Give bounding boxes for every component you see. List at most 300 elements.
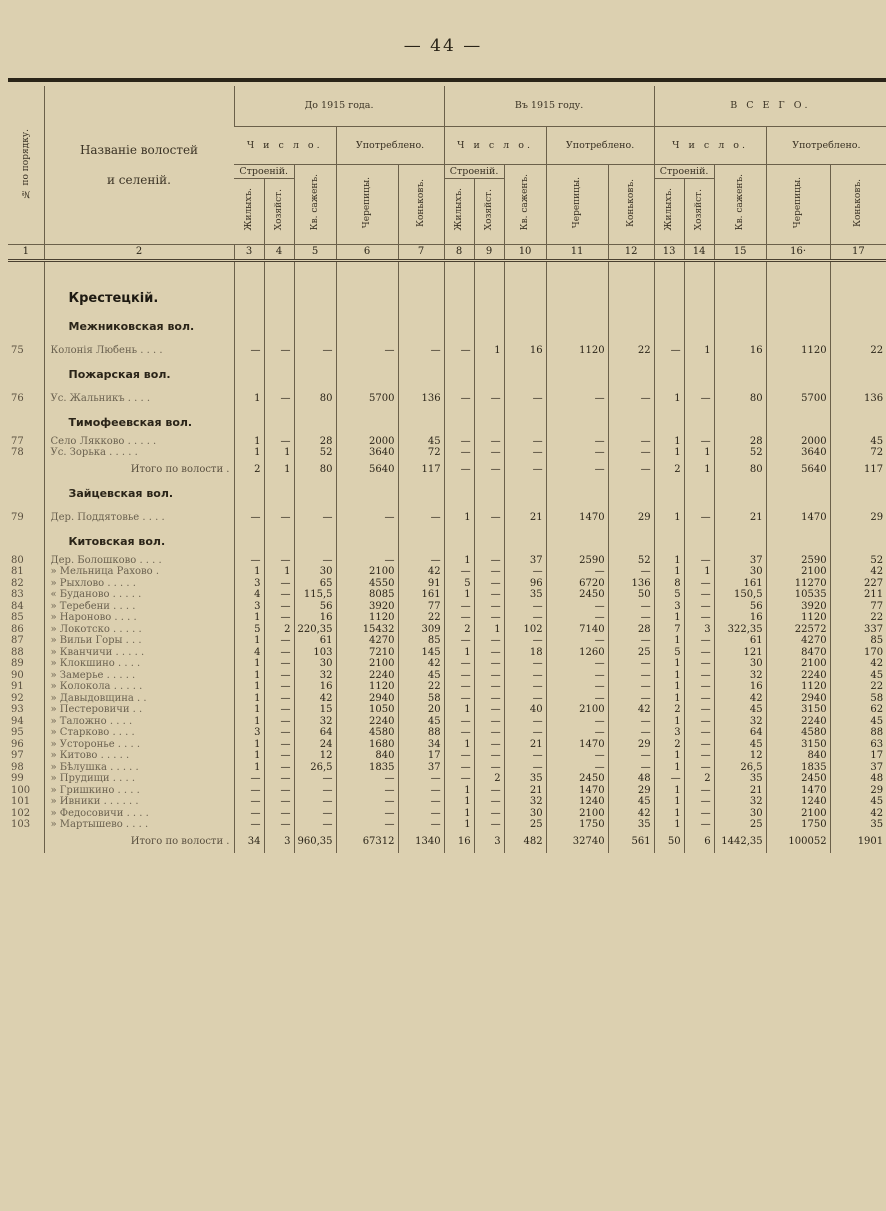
row-index: 97 [11, 750, 24, 761]
row-index [8, 831, 44, 853]
table-row [8, 340, 886, 362]
cell-value: — [264, 750, 294, 762]
header-total: В С Е Г О. [654, 86, 886, 126]
cell-value: 30 [714, 808, 766, 820]
cell-value: — [608, 693, 654, 705]
cell-value: 3640 [336, 447, 398, 459]
cell-value: 100052 [766, 831, 830, 853]
cell-value: 21 [504, 507, 546, 529]
cell-value: 2 [684, 773, 714, 785]
header-sqs-total: Кв. саженъ. [714, 164, 766, 244]
cell-value: 34 [398, 739, 444, 751]
cell-value: — [684, 796, 714, 808]
cell-value: — [608, 459, 654, 481]
table-row [8, 436, 886, 448]
cell-value: — [294, 507, 336, 529]
cell-value: 102 [504, 624, 546, 636]
header-ridges-total: Коньковъ. [830, 164, 886, 244]
cell-value: 42 [398, 658, 444, 670]
table-row [8, 589, 886, 601]
cell-value: 4270 [336, 635, 398, 647]
cell-value: 4 [234, 647, 264, 659]
cell-value: 61 [294, 635, 336, 647]
cell-value: 136 [398, 388, 444, 410]
cell-value: 5 [654, 589, 684, 601]
header-count-before: Ч и с л о. [234, 126, 336, 164]
table-row [8, 601, 886, 613]
cell-value: 88 [398, 727, 444, 739]
settlement-name: » Китово . . . . . [44, 750, 234, 762]
header-farm-total: Хозяйст. [684, 178, 714, 244]
row-index: 87 [11, 635, 24, 646]
cell-value: 16 [714, 681, 766, 693]
row-index: 82 [11, 577, 24, 589]
cell-value: — [444, 773, 474, 785]
row-index: 102 [11, 807, 31, 819]
cell-value: — [336, 340, 398, 362]
cell-value: 1 [654, 670, 684, 682]
settlement-name: » Рыхлово . . . . . [44, 578, 234, 590]
cell-value: 11270 [766, 578, 830, 590]
header-name: Названіе волостей и селеній. [44, 86, 234, 244]
cell-value: 1470 [766, 785, 830, 797]
cell-value: 37 [714, 555, 766, 567]
cell-value: — [474, 601, 504, 613]
cell-value: 6720 [546, 578, 608, 590]
cell-value: 7140 [546, 624, 608, 636]
cell-value: 2450 [546, 773, 608, 785]
cell-value: 7210 [336, 647, 398, 659]
cell-value: — [474, 447, 504, 459]
cell-value: 5700 [766, 388, 830, 410]
cell-value: 2100 [546, 704, 608, 716]
cell-value: 1 [654, 716, 684, 728]
cell-value: 1442,35 [714, 831, 766, 853]
cell-value: — [546, 459, 608, 481]
cell-value: 5640 [766, 459, 830, 481]
cell-value: 2 [654, 704, 684, 716]
header-buildings-in: Строеній. [444, 164, 504, 178]
cell-value: 64 [714, 727, 766, 739]
cell-value: 4580 [766, 727, 830, 739]
cell-value: 1 [654, 658, 684, 670]
header-ridges-in: Коньковъ. [608, 164, 654, 244]
cell-value: 840 [336, 750, 398, 762]
settlement-name: » Вильи Горы . . . [44, 635, 234, 647]
region-title: Крестецкій. [44, 284, 234, 314]
cell-value: 16 [504, 340, 546, 362]
cell-value: 121 [714, 647, 766, 659]
cell-value: 2100 [336, 566, 398, 578]
settlement-name: Колонія Любень . . . . [44, 340, 234, 362]
cell-value: — [546, 762, 608, 774]
cell-value: 80 [294, 459, 336, 481]
cell-value: — [474, 459, 504, 481]
cell-value: — [444, 658, 474, 670]
cell-value: 3 [234, 601, 264, 613]
cell-value: 26,5 [714, 762, 766, 774]
cell-value: 22 [830, 340, 886, 362]
cell-value: — [398, 819, 444, 831]
cell-value: — [474, 739, 504, 751]
table-row [8, 507, 886, 529]
column-number: 1 [8, 244, 44, 260]
cell-value: 3 [264, 831, 294, 853]
cell-value: — [294, 796, 336, 808]
cell-value: — [608, 716, 654, 728]
cell-value: — [474, 704, 504, 716]
cell-value: — [608, 681, 654, 693]
cell-value: — [608, 670, 654, 682]
cell-value: 1 [234, 447, 264, 459]
cell-value: 1240 [766, 796, 830, 808]
settlement-name: » Устоpонье . . . . [44, 739, 234, 751]
cell-value: 1 [234, 612, 264, 624]
cell-value: — [546, 681, 608, 693]
cell-value: — [474, 819, 504, 831]
table-row [8, 447, 886, 459]
cell-value: 1120 [766, 340, 830, 362]
cell-value: 1470 [766, 507, 830, 529]
cell-value: 35 [714, 773, 766, 785]
cell-value: 8 [654, 578, 684, 590]
cell-value: 21 [714, 785, 766, 797]
cell-value: — [264, 785, 294, 797]
row-index: 81 [11, 566, 24, 577]
cell-value: — [264, 762, 294, 774]
cell-value: 1 [234, 388, 264, 410]
cell-value: 85 [398, 635, 444, 647]
cell-value: 12 [714, 750, 766, 762]
cell-value: 5640 [336, 459, 398, 481]
cell-value: — [444, 693, 474, 705]
cell-value: 1 [234, 693, 264, 705]
row-index: 91 [11, 681, 24, 692]
cell-value: 2 [444, 624, 474, 636]
cell-value: 960,35 [294, 831, 336, 853]
cell-value: — [684, 819, 714, 831]
cell-value: — [684, 808, 714, 820]
cell-value: 1120 [336, 612, 398, 624]
cell-value: 16 [444, 831, 474, 853]
cell-value: 1 [234, 739, 264, 751]
table-row [8, 681, 886, 693]
cell-value: — [398, 785, 444, 797]
cell-value: — [474, 716, 504, 728]
cell-value: 25 [714, 819, 766, 831]
cell-value: 1 [234, 670, 264, 682]
cell-value: 1 [654, 612, 684, 624]
cell-value: — [504, 601, 546, 613]
cell-value: 1120 [336, 681, 398, 693]
volost-header-row [8, 410, 886, 436]
cell-value: — [504, 716, 546, 728]
cell-value: — [474, 436, 504, 448]
cell-value: 32 [294, 716, 336, 728]
header-res-before: Жилыхъ. [234, 178, 264, 244]
column-number: 16· [766, 244, 830, 260]
cell-value: 52 [714, 447, 766, 459]
cell-value: 1 [684, 566, 714, 578]
cell-value: — [264, 340, 294, 362]
cell-value: 6 [684, 831, 714, 853]
header-farm-before: Хозяйст. [264, 178, 294, 244]
cell-value: — [474, 589, 504, 601]
cell-value: 1 [654, 693, 684, 705]
row-index: 76 [11, 393, 24, 404]
cell-value: 65 [294, 578, 336, 590]
cell-value: — [234, 819, 264, 831]
cell-value: 30 [714, 658, 766, 670]
cell-value: 115,5 [294, 589, 336, 601]
cell-value: 2450 [766, 773, 830, 785]
cell-value: — [474, 796, 504, 808]
cell-value: 50 [608, 589, 654, 601]
cell-value: — [474, 727, 504, 739]
cell-value: 2 [234, 459, 264, 481]
cell-value: — [504, 612, 546, 624]
header-farm-in: Хозяйст. [474, 178, 504, 244]
settlement-name: » Кванчичи . . . . . [44, 647, 234, 659]
cell-value: 52 [608, 555, 654, 567]
cell-value: 45 [830, 796, 886, 808]
cell-value: — [608, 750, 654, 762]
cell-value: 12 [294, 750, 336, 762]
cell-value: 1 [474, 340, 504, 362]
cell-value: 5 [444, 578, 474, 590]
cell-value: 20 [398, 704, 444, 716]
cell-value: 1680 [336, 739, 398, 751]
cell-value: 1 [654, 566, 684, 578]
column-number: 3 [234, 244, 264, 260]
table-row [8, 555, 886, 567]
cell-value: — [294, 773, 336, 785]
cell-value: 29 [608, 785, 654, 797]
table-row [8, 750, 886, 762]
header-res-in: Жилыхъ. [444, 178, 474, 244]
cell-value: — [546, 658, 608, 670]
cell-value: 80 [714, 459, 766, 481]
cell-value: — [474, 785, 504, 797]
cell-value: 4 [234, 589, 264, 601]
column-number: 6 [336, 244, 398, 260]
row-index: 95 [11, 727, 24, 738]
cell-value: — [474, 808, 504, 820]
settlement-name: » Мартышево . . . . [44, 819, 234, 831]
cell-value: 1 [444, 704, 474, 716]
cell-value: 170 [830, 647, 886, 659]
cell-value: 4270 [766, 635, 830, 647]
cell-value: — [608, 601, 654, 613]
settlement-name: » Локотско . . . . . [44, 624, 234, 636]
cell-value: 1 [444, 819, 474, 831]
cell-value: — [546, 388, 608, 410]
row-index: 84 [11, 600, 24, 612]
cell-value: — [264, 507, 294, 529]
header-buildings-before: Строеній. [234, 164, 294, 178]
cell-value: 2000 [766, 436, 830, 448]
cell-value: 40 [504, 704, 546, 716]
cell-value: 42 [714, 693, 766, 705]
cell-value: 26,5 [294, 762, 336, 774]
cell-value: 1120 [766, 681, 830, 693]
cell-value: — [684, 635, 714, 647]
statistics-table [8, 86, 886, 853]
cell-value: 1 [654, 762, 684, 774]
cell-value: 91 [398, 578, 444, 590]
cell-value: 21 [504, 785, 546, 797]
cell-value: 1835 [336, 762, 398, 774]
cell-value: 45 [830, 716, 886, 728]
cell-value: — [684, 670, 714, 682]
cell-value: 1 [234, 704, 264, 716]
cell-value: 5 [234, 624, 264, 636]
column-number: 17 [830, 244, 886, 260]
cell-value: — [264, 693, 294, 705]
cell-value: — [608, 612, 654, 624]
cell-value: 3150 [766, 704, 830, 716]
header-used-before: Употреблено. [336, 126, 444, 164]
cell-value: 48 [830, 773, 886, 785]
table-row [8, 704, 886, 716]
cell-value: 2100 [546, 808, 608, 820]
cell-value: — [264, 716, 294, 728]
cell-value: — [336, 796, 398, 808]
cell-value: — [608, 727, 654, 739]
cell-value: 840 [766, 750, 830, 762]
header-index: № по порядку. [8, 86, 44, 244]
cell-value: 28 [714, 436, 766, 448]
cell-value: — [474, 507, 504, 529]
cell-value: 2940 [766, 693, 830, 705]
cell-value: — [294, 555, 336, 567]
settlement-name: Дер. Болошково . . . . [44, 555, 234, 567]
cell-value: — [546, 612, 608, 624]
row-index: 99 [11, 773, 24, 784]
cell-value: — [474, 566, 504, 578]
cell-value: 1 [234, 658, 264, 670]
cell-value: 2450 [546, 589, 608, 601]
cell-value: 2000 [336, 436, 398, 448]
cell-value: — [398, 340, 444, 362]
cell-value: 2240 [766, 670, 830, 682]
settlement-name: » Бѣлушка . . . . . [44, 762, 234, 774]
settlement-name: Дер. Поддятовье . . . . [44, 507, 234, 529]
cell-value: — [234, 796, 264, 808]
row-index: 86 [11, 623, 24, 635]
cell-value: — [684, 612, 714, 624]
cell-value: — [444, 447, 474, 459]
cell-value: 25 [608, 647, 654, 659]
cell-value: 2240 [766, 716, 830, 728]
cell-value: — [474, 681, 504, 693]
settlement-name: » Гришкино . . . . [44, 785, 234, 797]
cell-value: 3640 [766, 447, 830, 459]
total-label: Итого по волости . [44, 831, 234, 853]
volost-name: Зайцевская вол. [44, 481, 234, 507]
cell-value: 3 [654, 601, 684, 613]
cell-value: 1 [444, 785, 474, 797]
column-number: 5 [294, 244, 336, 260]
cell-value: 52 [294, 447, 336, 459]
row-index: 75 [11, 345, 24, 356]
cell-value: — [608, 762, 654, 774]
cell-value: — [608, 388, 654, 410]
cell-value: 17 [398, 750, 444, 762]
column-number: 8 [444, 244, 474, 260]
settlement-name: » Клокшино . . . . [44, 658, 234, 670]
cell-value: 96 [504, 578, 546, 590]
cell-value: — [336, 507, 398, 529]
cell-value: — [654, 340, 684, 362]
cell-value: — [444, 436, 474, 448]
cell-value: 1120 [766, 612, 830, 624]
cell-value: — [504, 727, 546, 739]
cell-value: 28 [608, 624, 654, 636]
cell-value: 1 [444, 647, 474, 659]
cell-value: 1 [684, 447, 714, 459]
row-index: 83 [11, 589, 24, 600]
cell-value: 25 [504, 819, 546, 831]
cell-value: — [264, 658, 294, 670]
cell-value: — [444, 635, 474, 647]
volost-name: Межниковская вол. [44, 314, 234, 340]
cell-value: 1 [654, 388, 684, 410]
cell-value: — [398, 507, 444, 529]
cell-value: 1 [654, 819, 684, 831]
cell-value: — [504, 447, 546, 459]
cell-value: 1 [444, 555, 474, 567]
row-index: 96 [11, 738, 24, 750]
cell-value: 1 [654, 681, 684, 693]
cell-value: 85 [830, 635, 886, 647]
cell-value: — [504, 750, 546, 762]
volost-name: Пожарская вол. [44, 362, 234, 388]
cell-value: 77 [830, 601, 886, 613]
cell-value: 1 [654, 507, 684, 529]
table-row [8, 658, 886, 670]
header-before-1915: До 1915 года. [234, 86, 444, 126]
volost-name: Китовская вол. [44, 529, 234, 555]
settlement-name: « Буданово . . . . . [44, 589, 234, 601]
cell-value: — [294, 819, 336, 831]
cell-value: — [684, 785, 714, 797]
cell-value: 16 [714, 340, 766, 362]
cell-value: 1120 [546, 340, 608, 362]
top-rule [8, 78, 886, 82]
row-index: 80 [11, 554, 24, 566]
cell-value: 211 [830, 589, 886, 601]
cell-value: — [398, 796, 444, 808]
cell-value: — [608, 658, 654, 670]
cell-value: 337 [830, 624, 886, 636]
row-index: 85 [11, 612, 24, 623]
cell-value: 22 [398, 681, 444, 693]
cell-value: — [504, 635, 546, 647]
cell-value: 322,35 [714, 624, 766, 636]
cell-value: 42 [608, 808, 654, 820]
total-label: Итого по волости . [44, 459, 234, 481]
volost-header-row [8, 529, 886, 555]
volost-header-row [8, 362, 886, 388]
cell-value: — [264, 647, 294, 659]
cell-value: — [336, 808, 398, 820]
cell-value: 32 [714, 796, 766, 808]
settlement-name: » Старково . . . . [44, 727, 234, 739]
cell-value: 1 [684, 340, 714, 362]
cell-value: 30 [294, 658, 336, 670]
header-count-in: Ч и с л о. [444, 126, 546, 164]
